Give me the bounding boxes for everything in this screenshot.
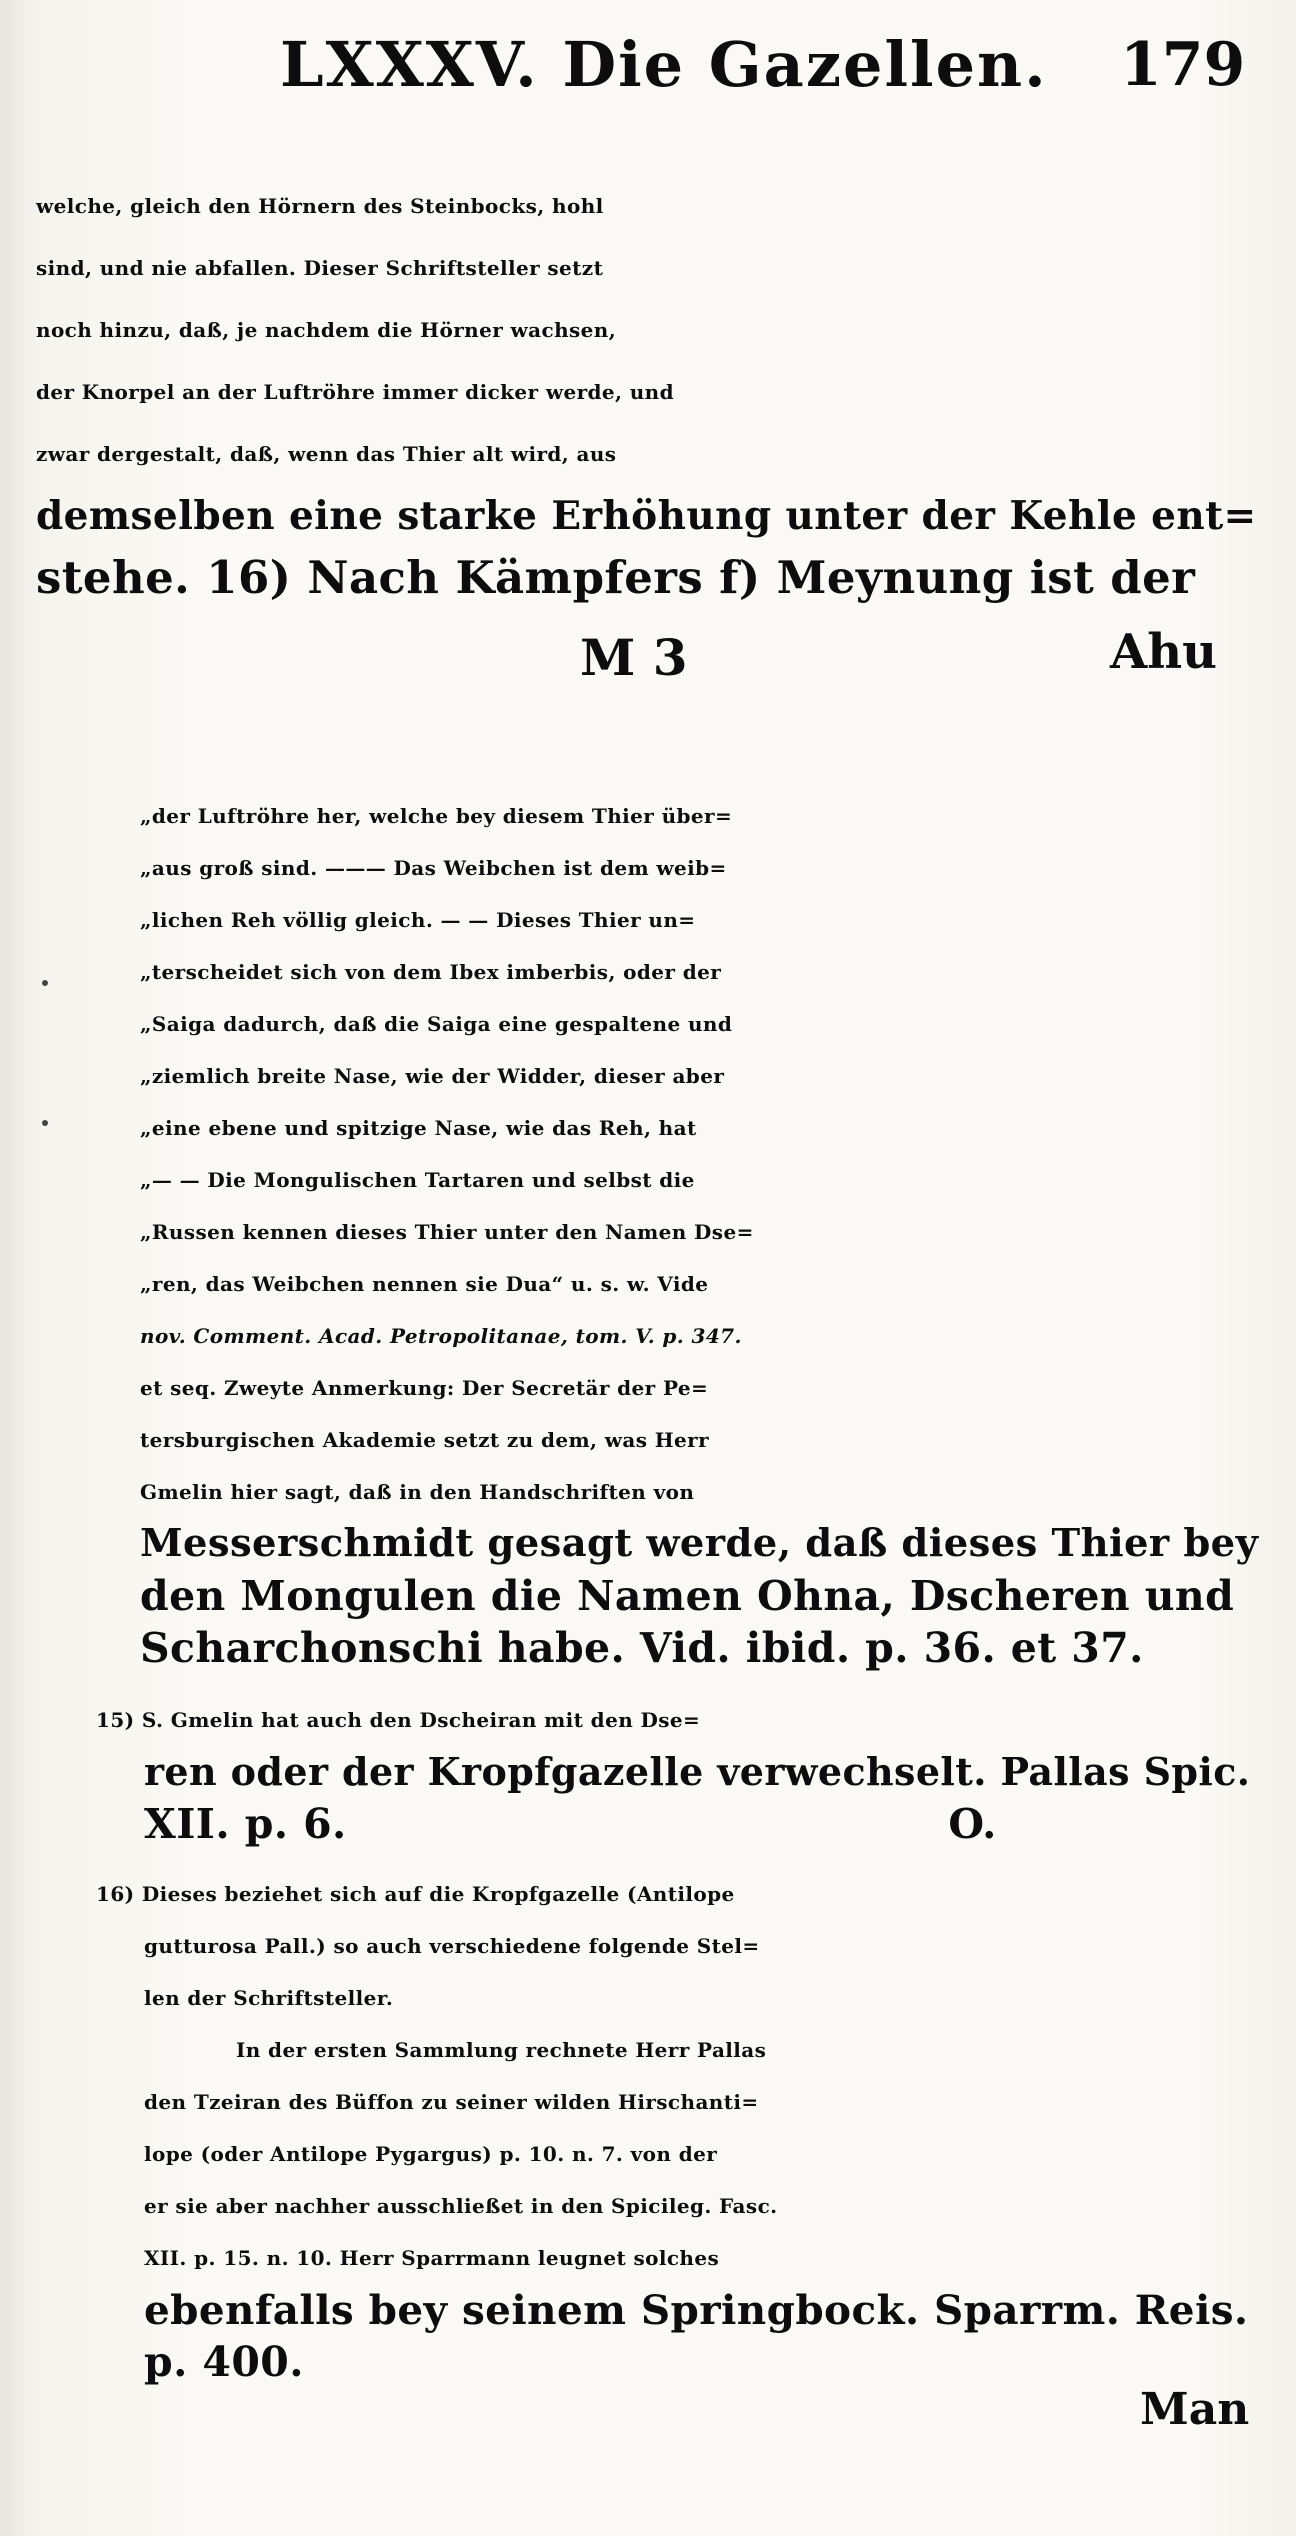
footnote-continuation bbox=[140, 790, 1258, 1674]
catchword-top: Ahu bbox=[1110, 624, 1218, 680]
footnote-line: „ziemlich breite Nase, wie der Widder, dieser aber bbox=[140, 1064, 725, 1088]
running-title: LXXXV. Die Gazellen. bbox=[280, 28, 1048, 101]
signature-mark: M 3 bbox=[580, 628, 688, 687]
footnote-line: Gmelin hier sagt, daß in den Handschriften von bbox=[140, 1480, 695, 1504]
footnote-line: lope (oder Antilope Pygargus) p. 10. n. 7. von der bbox=[144, 2142, 718, 2166]
text-line: zwar dergestalt, daß, wenn das Thier alt wird, aus bbox=[36, 442, 617, 466]
footnote-line: „aus groß sind. ——— Das Weibchen ist dem weib= bbox=[140, 856, 727, 880]
footnote-line: len der Schriftsteller. bbox=[144, 1986, 394, 2010]
text-line: noch hinzu, daß, je nachdem die Hörner wachsen, bbox=[36, 318, 617, 342]
text-line: sind, und nie abfallen. Dieser Schriftsteller setzt bbox=[36, 256, 604, 280]
footnote-line: den Mongulen die Namen Ohna, Dscheren und bbox=[140, 1572, 1235, 1620]
footnote-line: „— — Die Mongulischen Tartaren und selbst die bbox=[140, 1168, 695, 1192]
speck-mark bbox=[42, 980, 48, 986]
text-line: welche, gleich den Hörnern des Steinbocks, hohl bbox=[36, 194, 604, 218]
footnote-line: 15) S. Gmelin hat auch den Dscheiran mit den Dse= bbox=[96, 1708, 701, 1732]
footnote-line: „eine ebene und spitzige Nase, wie das Reh, hat bbox=[140, 1116, 697, 1140]
footnote-line: XII. p. 15. n. 10. Herr Sparrmann leugnet solches bbox=[144, 2246, 720, 2270]
footnote-15 bbox=[96, 1694, 1250, 1850]
running-header bbox=[0, 28, 1296, 118]
footnote-16 bbox=[96, 1868, 1248, 2388]
footnote-line: „lichen Reh völlig gleich. — — Dieses Thier un= bbox=[140, 908, 696, 932]
footnote-line: nov. Comment. Acad. Petropolitanae, tom. V. p. 347. bbox=[140, 1324, 742, 1348]
footnote-line: er sie aber nachher ausschließet in den Spicileg. Fasc. bbox=[144, 2194, 778, 2218]
page-number: 179 bbox=[1120, 30, 1246, 100]
footnote-line: „terscheidet sich von dem Ibex imberbis, oder der bbox=[140, 960, 722, 984]
footnote-line: „der Luftröhre her, welche bey diesem Thier über= bbox=[140, 804, 733, 828]
footnote-line: „Saiga dadurch, daß die Saiga eine gespaltene und bbox=[140, 1012, 733, 1036]
footnote-line: Messerschmidt gesagt werde, daß dieses Thier bey bbox=[140, 1521, 1259, 1566]
footnote-line: ebenfalls bey seinem Springbock. Sparrm. Reis. bbox=[144, 2286, 1249, 2334]
speck-mark bbox=[42, 1120, 48, 1126]
footnote-line: tersburgischen Akademie setzt zu dem, was Herr bbox=[140, 1428, 710, 1452]
footnote-line: gutturosa Pall.) so auch verschiedene folgende Stel= bbox=[144, 1934, 760, 1958]
footnote-line: Scharchonschi habe. Vid. ibid. p. 36. et 37. bbox=[140, 1624, 1144, 1672]
catchword-bottom: Man bbox=[1140, 2384, 1250, 2435]
footnote-line: den Tzeiran des Büffon zu seiner wilden Hirschanti= bbox=[144, 2090, 759, 2114]
footnote-line: In der ersten Sammlung rechnete Herr Pallas bbox=[236, 2038, 767, 2062]
footnote-line: ren oder der Kropfgazelle verwechselt. Pallas Spic. bbox=[144, 1749, 1251, 1794]
text-line: stehe. 16) Nach Kämpfers f) Meynung ist der bbox=[36, 551, 1196, 604]
main-text bbox=[36, 180, 1257, 604]
text-line: demselben eine starke Erhöhung unter der Kehle ent= bbox=[36, 493, 1257, 539]
footnote-line: p. 400. bbox=[144, 2338, 304, 2386]
footnote-line: „ren, das Weibchen nennen sie Dua“ u. s. w. Vide bbox=[140, 1272, 709, 1296]
text-line: der Knorpel an der Luftröhre immer dicker werde, und bbox=[36, 380, 675, 404]
footnote-line: „Russen kennen dieses Thier unter den Namen Dse= bbox=[140, 1220, 754, 1244]
footnote-line: XII. p. 6. O. bbox=[144, 1800, 997, 1848]
footnote-line: 16) Dieses beziehet sich auf die Kropfgazelle (Antilope bbox=[96, 1882, 735, 1906]
footnote-line: et seq. Zweyte Anmerkung: Der Secretär der Pe= bbox=[140, 1376, 709, 1400]
